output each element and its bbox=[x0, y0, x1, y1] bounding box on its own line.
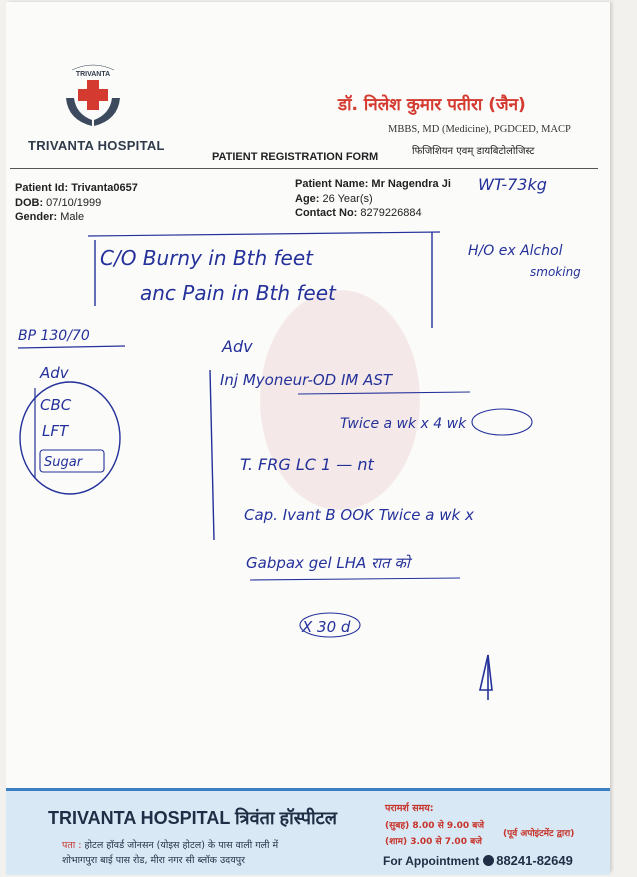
timing-evening: (शाम) 3.00 से 7.00 बजे bbox=[385, 837, 482, 847]
doctor-name: डॉ. निलेश कुमार पतीरा (जैन) bbox=[338, 95, 526, 115]
test-cbc: CBC bbox=[40, 396, 72, 414]
phone-icon bbox=[483, 855, 494, 866]
complaint-line-1: C/O Burny in Bth feet bbox=[100, 246, 313, 270]
rx-line-5: Gabpax gel LHA रात को bbox=[246, 554, 410, 572]
rx-line-1: Inj Myoneur-OD IM AST bbox=[220, 371, 393, 389]
weight-note: WT-73kg bbox=[478, 175, 547, 194]
adv-left-label: Adv bbox=[40, 364, 69, 382]
rx-duration: X 30 d bbox=[302, 618, 351, 636]
test-sugar: Sugar bbox=[44, 455, 83, 470]
history-line-2: smoking bbox=[530, 265, 581, 279]
timing-morning: (सुबह) 8.00 से 9.00 बजे bbox=[385, 821, 485, 831]
footer-hospital-name: TRIVANTA HOSPITAL त्रिवंता हॉस्पीटल bbox=[48, 808, 337, 828]
appointment-line: For Appointment 88241-82649 bbox=[383, 853, 573, 868]
rx-line-4: Cap. Ivant B OOK Twice a wk x bbox=[244, 506, 474, 524]
timing-title: परामर्श समय: bbox=[385, 803, 434, 814]
doctor-degrees: MBBS, MD (Medicine), PGDCED, MACP bbox=[388, 124, 571, 135]
test-lft: LFT bbox=[42, 422, 69, 440]
patient-name-row: Patient Name: Mr Nagendra Ji bbox=[295, 178, 451, 190]
patient-dob-row: DOB: 07/10/1999 bbox=[15, 196, 102, 209]
watermark-logo bbox=[260, 290, 420, 510]
rx-line-2: Twice a wk x 4 wk bbox=[340, 416, 467, 432]
timing-note: (पूर्व अपोइंटमेंट द्वारा) bbox=[503, 829, 575, 839]
footer-address: पता : होटल हॉवर्ड जोनसन (योइस होटल) के पास वाली गली में शोभागपुरा बाई पास रोड, मीरा नगर सी ब्लॉक उदयपुर bbox=[62, 840, 279, 866]
doctor-designation: फिजिशियन एवम् डायबिटोलोजिस्ट bbox=[412, 146, 535, 157]
patient-id-row: Patient Id: Trivanta0657 bbox=[15, 182, 138, 194]
adv-main-label: Adv bbox=[222, 337, 253, 356]
logo-text: TRIVANTA bbox=[75, 71, 111, 78]
vitals-note: BP 130/70 bbox=[18, 328, 90, 344]
patient-contact-row: Contact No: 8279226884 bbox=[295, 207, 422, 219]
patient-gender-row: Gender: Male bbox=[15, 211, 85, 223]
rx-line-3: T. FRG LC 1 — nt bbox=[240, 455, 374, 474]
complaint-line-2: anc Pain in Bth feet bbox=[140, 281, 336, 305]
patient-age-row: Age: 26 Year(s) bbox=[295, 192, 373, 205]
appointment-phone: 88241-82649 bbox=[496, 853, 573, 868]
doctor-signature bbox=[480, 655, 492, 690]
history-line-1: H/O ex Alchol bbox=[468, 243, 563, 259]
hospital-name: TRIVANTA HOSPITAL bbox=[28, 138, 165, 153]
form-title: PATIENT REGISTRATION FORM bbox=[212, 151, 379, 163]
